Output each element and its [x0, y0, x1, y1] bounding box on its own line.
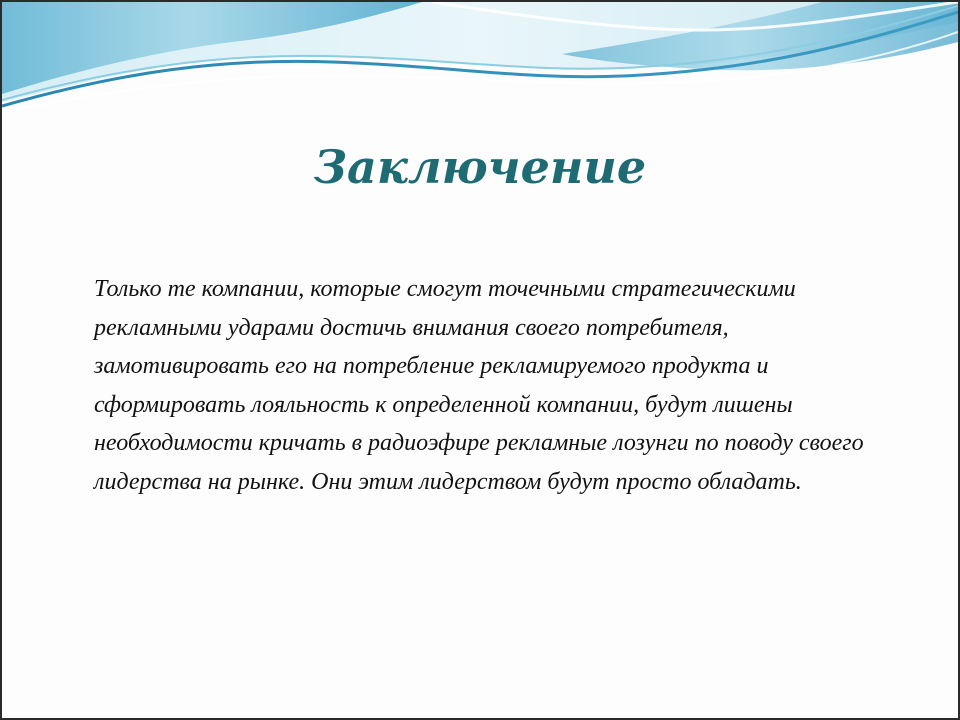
slide-body-text: Только те компании, которые смогут точечными стратегическими рекламными ударами достичь внимания своего потребителя, замотивировать его на потребление рекламируемого продукта и сформировать лояльность к определенной компании, будут лишены необходимости кричать в радиоэфире рекламные лозунги по поводу своего лидерства на рынке. Они этим лидерством будут просто обладать. — [94, 276, 864, 495]
slide-title: Заключение — [313, 140, 647, 194]
wave-header-decoration — [2, 2, 958, 122]
